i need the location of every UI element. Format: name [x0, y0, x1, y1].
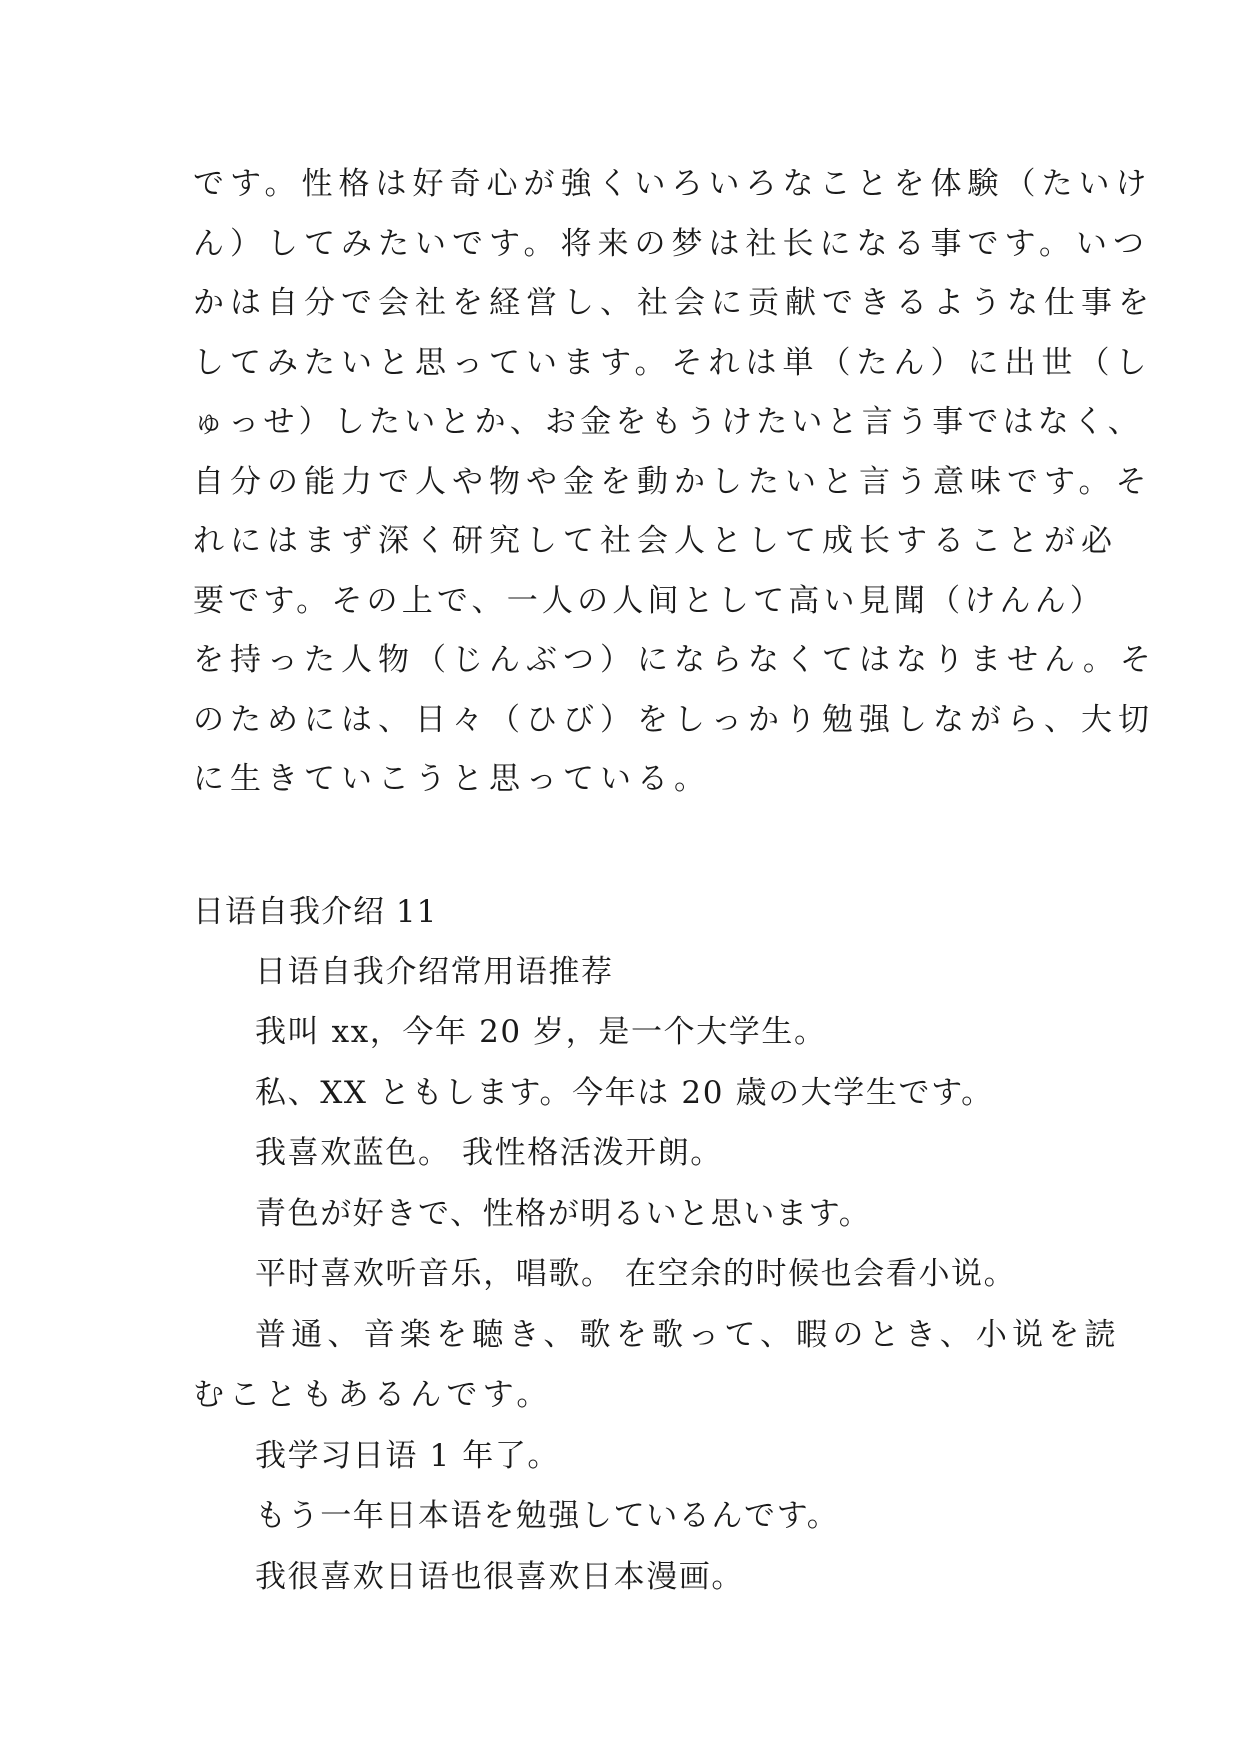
section-subtitle: 日语自我介绍常用语推荐 — [255, 953, 614, 990]
phrase-item: 普通、音楽を聴き、歌を歌って、暇のとき、小说を読 — [255, 1316, 1121, 1353]
phrase-item: 我很喜欢日语也很喜欢日本漫画。 — [255, 1558, 744, 1595]
paragraph-line: れにはまず深く研究して社会人として成长することが必 — [193, 523, 1118, 559]
phrase-item: 平时喜欢听音乐，唱歌。 在空余的时候也会看小说。 — [255, 1256, 1017, 1292]
paragraph-line: です。性格は好奇心が強くいろいろなことを体験（たいけ — [193, 166, 1153, 202]
document-page — [193, 155, 1157, 1607]
paragraph-line: ん）してみたいです。将来の梦は社长になる事です。いつ — [193, 225, 1151, 262]
paragraph-line: に生きていこうと思っている。 — [193, 761, 711, 797]
paragraph-line: を持った人物（じんぶつ）にならなくてはなりません。そ — [193, 642, 1157, 678]
paragraph-line: 要です。その上で、一人の人间として高い見聞（けんん） — [193, 582, 1106, 619]
paragraph-line: のためには、日々（ひび）をしっかり勉强しながら、大切 — [193, 701, 1155, 738]
phrase-item: 青色が好きで、性格が明るいと思います。 — [255, 1195, 872, 1232]
phrase-item: 我叫 xx，今年 20 岁，是一个大学生。 — [255, 1014, 827, 1050]
section-spacer — [193, 810, 1053, 882]
phrase-item: 私、XX ともします。今年は 20 歳の大学生です。 — [255, 1074, 994, 1111]
paragraph-line: してみたいと思っています。それは単（たん）に出世（し — [193, 344, 1153, 381]
phrase-item: もう一年日本语を勉强しているんです。 — [255, 1498, 840, 1534]
section-heading: 日语自我介绍 11 — [193, 893, 438, 930]
phrase-list — [193, 1002, 1121, 1607]
intro-paragraph — [193, 155, 1157, 810]
paragraph-line: ゅっせ）したいとか、お金をもうけたいと言う事ではなく、 — [193, 404, 1143, 440]
paragraph-line: かは自分で会社を経営し、社会に贡献できるような仕事を — [193, 285, 1155, 321]
phrase-item: 我喜欢蓝色。 我性格活泼开朗。 — [255, 1135, 723, 1171]
phrase-item: 我学习日语 1 年了。 — [255, 1437, 561, 1474]
phrase-item-continuation: むこともあるんです。 — [193, 1377, 553, 1413]
paragraph-line: 自分の能力で人や物や金を動かしたいと言う意味です。そ — [193, 463, 1153, 500]
